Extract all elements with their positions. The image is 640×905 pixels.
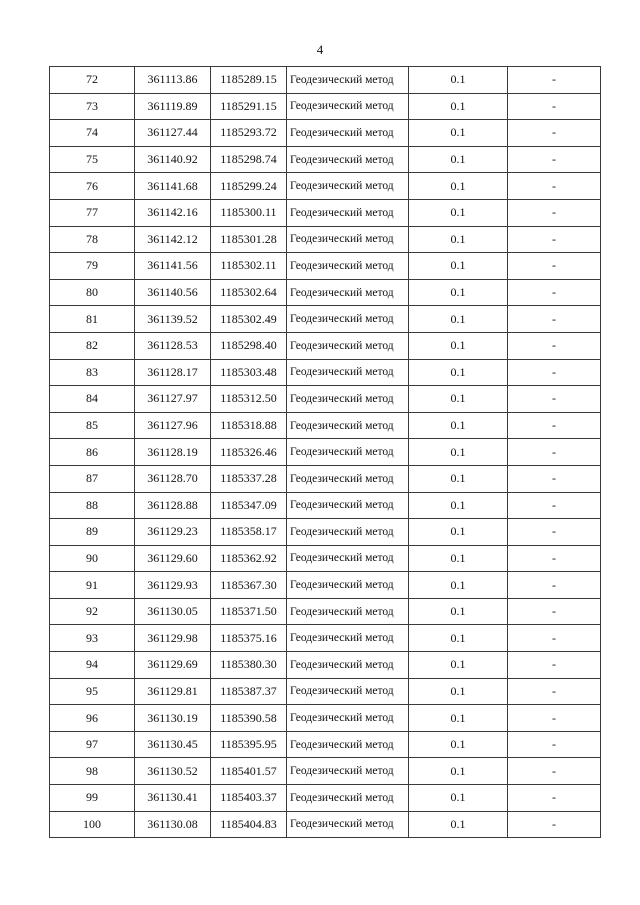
description-cell: - bbox=[508, 386, 601, 413]
y-coordinate-cell: 1185291.15 bbox=[211, 93, 287, 120]
accuracy-cell: 0.1 bbox=[409, 359, 508, 386]
accuracy-cell: 0.1 bbox=[409, 785, 508, 812]
point-number-cell: 75 bbox=[50, 146, 135, 173]
description-cell: - bbox=[508, 465, 601, 492]
table-row bbox=[50, 173, 601, 200]
accuracy-cell: 0.1 bbox=[409, 386, 508, 413]
x-coordinate-cell: 361127.44 bbox=[135, 120, 211, 147]
point-number-cell: 100 bbox=[50, 811, 135, 838]
description-cell: - bbox=[508, 519, 601, 546]
table-row bbox=[50, 598, 601, 625]
x-coordinate-cell: 361113.86 bbox=[135, 67, 211, 94]
accuracy-cell: 0.1 bbox=[409, 412, 508, 439]
y-coordinate-cell: 1185403.37 bbox=[211, 785, 287, 812]
point-number-cell: 89 bbox=[50, 519, 135, 546]
y-coordinate-cell: 1185318.88 bbox=[211, 412, 287, 439]
x-coordinate-cell: 361140.92 bbox=[135, 146, 211, 173]
table-row bbox=[50, 199, 601, 226]
point-number-cell: 83 bbox=[50, 359, 135, 386]
x-coordinate-cell: 361129.23 bbox=[135, 519, 211, 546]
accuracy-cell: 0.1 bbox=[409, 199, 508, 226]
y-coordinate-cell: 1185375.16 bbox=[211, 625, 287, 652]
table-row bbox=[50, 731, 601, 758]
method-cell: Геодезический метод bbox=[287, 439, 409, 466]
table-row bbox=[50, 306, 601, 333]
description-cell: - bbox=[508, 678, 601, 705]
y-coordinate-cell: 1185395.95 bbox=[211, 731, 287, 758]
x-coordinate-cell: 361128.53 bbox=[135, 332, 211, 359]
y-coordinate-cell: 1185358.17 bbox=[211, 519, 287, 546]
accuracy-cell: 0.1 bbox=[409, 173, 508, 200]
y-coordinate-cell: 1185293.72 bbox=[211, 120, 287, 147]
table-row bbox=[50, 412, 601, 439]
y-coordinate-cell: 1185347.09 bbox=[211, 492, 287, 519]
table-row bbox=[50, 226, 601, 253]
point-number-cell: 78 bbox=[50, 226, 135, 253]
table-row bbox=[50, 332, 601, 359]
accuracy-cell: 0.1 bbox=[409, 120, 508, 147]
accuracy-cell: 0.1 bbox=[409, 731, 508, 758]
description-cell: - bbox=[508, 545, 601, 572]
method-cell: Геодезический метод bbox=[287, 598, 409, 625]
accuracy-cell: 0.1 bbox=[409, 519, 508, 546]
method-cell: Геодезический метод bbox=[287, 705, 409, 732]
method-cell: Геодезический метод bbox=[287, 306, 409, 333]
point-number-cell: 95 bbox=[50, 678, 135, 705]
method-cell: Геодезический метод bbox=[287, 519, 409, 546]
description-cell: - bbox=[508, 625, 601, 652]
page-number: 4 bbox=[316, 42, 324, 57]
x-coordinate-cell: 361140.56 bbox=[135, 279, 211, 306]
description-cell: - bbox=[508, 332, 601, 359]
point-number-cell: 93 bbox=[50, 625, 135, 652]
y-coordinate-cell: 1185387.37 bbox=[211, 678, 287, 705]
method-cell: Геодезический метод bbox=[287, 492, 409, 519]
accuracy-cell: 0.1 bbox=[409, 439, 508, 466]
method-cell: Геодезический метод bbox=[287, 652, 409, 679]
accuracy-cell: 0.1 bbox=[409, 93, 508, 120]
x-coordinate-cell: 361129.81 bbox=[135, 678, 211, 705]
method-cell: Геодезический метод bbox=[287, 545, 409, 572]
accuracy-cell: 0.1 bbox=[409, 306, 508, 333]
table-row bbox=[50, 625, 601, 652]
table-row bbox=[50, 492, 601, 519]
y-coordinate-cell: 1185337.28 bbox=[211, 465, 287, 492]
method-cell: Геодезический метод bbox=[287, 386, 409, 413]
table-row bbox=[50, 93, 601, 120]
accuracy-cell: 0.1 bbox=[409, 492, 508, 519]
accuracy-cell: 0.1 bbox=[409, 226, 508, 253]
accuracy-cell: 0.1 bbox=[409, 625, 508, 652]
method-cell: Геодезический метод bbox=[287, 412, 409, 439]
y-coordinate-cell: 1185289.15 bbox=[211, 67, 287, 94]
y-coordinate-cell: 1185301.28 bbox=[211, 226, 287, 253]
table-row bbox=[50, 253, 601, 280]
x-coordinate-cell: 361128.70 bbox=[135, 465, 211, 492]
y-coordinate-cell: 1185298.40 bbox=[211, 332, 287, 359]
table-row bbox=[50, 705, 601, 732]
accuracy-cell: 0.1 bbox=[409, 705, 508, 732]
description-cell: - bbox=[508, 705, 601, 732]
method-cell: Геодезический метод bbox=[287, 120, 409, 147]
point-number-cell: 94 bbox=[50, 652, 135, 679]
y-coordinate-cell: 1185299.24 bbox=[211, 173, 287, 200]
method-cell: Геодезический метод bbox=[287, 253, 409, 280]
accuracy-cell: 0.1 bbox=[409, 678, 508, 705]
table-row bbox=[50, 465, 601, 492]
table-row bbox=[50, 359, 601, 386]
y-coordinate-cell: 1185367.30 bbox=[211, 572, 287, 599]
point-number-cell: 82 bbox=[50, 332, 135, 359]
x-coordinate-cell: 361129.98 bbox=[135, 625, 211, 652]
method-cell: Геодезический метод bbox=[287, 811, 409, 838]
point-number-cell: 96 bbox=[50, 705, 135, 732]
accuracy-cell: 0.1 bbox=[409, 146, 508, 173]
y-coordinate-cell: 1185303.48 bbox=[211, 359, 287, 386]
x-coordinate-cell: 361128.19 bbox=[135, 439, 211, 466]
y-coordinate-cell: 1185302.11 bbox=[211, 253, 287, 280]
table-row bbox=[50, 279, 601, 306]
x-coordinate-cell: 361130.19 bbox=[135, 705, 211, 732]
table-row bbox=[50, 652, 601, 679]
accuracy-cell: 0.1 bbox=[409, 652, 508, 679]
point-number-cell: 91 bbox=[50, 572, 135, 599]
description-cell: - bbox=[508, 67, 601, 94]
x-coordinate-cell: 361141.56 bbox=[135, 253, 211, 280]
accuracy-cell: 0.1 bbox=[409, 253, 508, 280]
y-coordinate-cell: 1185371.50 bbox=[211, 598, 287, 625]
table-row bbox=[50, 758, 601, 785]
x-coordinate-cell: 361129.93 bbox=[135, 572, 211, 599]
method-cell: Геодезический метод bbox=[287, 173, 409, 200]
table-row bbox=[50, 386, 601, 413]
table-row bbox=[50, 519, 601, 546]
point-number-cell: 73 bbox=[50, 93, 135, 120]
method-cell: Геодезический метод bbox=[287, 785, 409, 812]
accuracy-cell: 0.1 bbox=[409, 758, 508, 785]
accuracy-cell: 0.1 bbox=[409, 465, 508, 492]
method-cell: Геодезический метод bbox=[287, 146, 409, 173]
point-number-cell: 87 bbox=[50, 465, 135, 492]
method-cell: Геодезический метод bbox=[287, 359, 409, 386]
y-coordinate-cell: 1185362.92 bbox=[211, 545, 287, 572]
description-cell: - bbox=[508, 785, 601, 812]
method-cell: Геодезический метод bbox=[287, 279, 409, 306]
point-number-cell: 80 bbox=[50, 279, 135, 306]
table-row bbox=[50, 678, 601, 705]
y-coordinate-cell: 1185390.58 bbox=[211, 705, 287, 732]
x-coordinate-cell: 361130.08 bbox=[135, 811, 211, 838]
table-row bbox=[50, 146, 601, 173]
x-coordinate-cell: 361129.60 bbox=[135, 545, 211, 572]
point-number-cell: 72 bbox=[50, 67, 135, 94]
description-cell: - bbox=[508, 412, 601, 439]
table-row bbox=[50, 811, 601, 838]
y-coordinate-cell: 1185312.50 bbox=[211, 386, 287, 413]
point-number-cell: 74 bbox=[50, 120, 135, 147]
point-number-cell: 81 bbox=[50, 306, 135, 333]
method-cell: Геодезический метод bbox=[287, 678, 409, 705]
method-cell: Геодезический метод bbox=[287, 199, 409, 226]
x-coordinate-cell: 361130.41 bbox=[135, 785, 211, 812]
description-cell: - bbox=[508, 492, 601, 519]
method-cell: Геодезический метод bbox=[287, 758, 409, 785]
point-number-cell: 90 bbox=[50, 545, 135, 572]
x-coordinate-cell: 361119.89 bbox=[135, 93, 211, 120]
method-cell: Геодезический метод bbox=[287, 465, 409, 492]
point-number-cell: 76 bbox=[50, 173, 135, 200]
accuracy-cell: 0.1 bbox=[409, 332, 508, 359]
point-number-cell: 77 bbox=[50, 199, 135, 226]
description-cell: - bbox=[508, 120, 601, 147]
method-cell: Геодезический метод bbox=[287, 572, 409, 599]
x-coordinate-cell: 361128.88 bbox=[135, 492, 211, 519]
description-cell: - bbox=[508, 572, 601, 599]
description-cell: - bbox=[508, 439, 601, 466]
coordinates-table bbox=[49, 66, 601, 838]
y-coordinate-cell: 1185326.46 bbox=[211, 439, 287, 466]
description-cell: - bbox=[508, 226, 601, 253]
description-cell: - bbox=[508, 652, 601, 679]
point-number-cell: 97 bbox=[50, 731, 135, 758]
point-number-cell: 84 bbox=[50, 386, 135, 413]
method-cell: Геодезический метод bbox=[287, 67, 409, 94]
y-coordinate-cell: 1185404.83 bbox=[211, 811, 287, 838]
description-cell: - bbox=[508, 279, 601, 306]
description-cell: - bbox=[508, 306, 601, 333]
point-number-cell: 85 bbox=[50, 412, 135, 439]
y-coordinate-cell: 1185302.64 bbox=[211, 279, 287, 306]
point-number-cell: 88 bbox=[50, 492, 135, 519]
y-coordinate-cell: 1185380.30 bbox=[211, 652, 287, 679]
description-cell: - bbox=[508, 93, 601, 120]
table-row bbox=[50, 545, 601, 572]
x-coordinate-cell: 361127.97 bbox=[135, 386, 211, 413]
table-row bbox=[50, 439, 601, 466]
x-coordinate-cell: 361127.96 bbox=[135, 412, 211, 439]
point-number-cell: 86 bbox=[50, 439, 135, 466]
accuracy-cell: 0.1 bbox=[409, 545, 508, 572]
description-cell: - bbox=[508, 199, 601, 226]
x-coordinate-cell: 361142.12 bbox=[135, 226, 211, 253]
x-coordinate-cell: 361142.16 bbox=[135, 199, 211, 226]
table-row bbox=[50, 785, 601, 812]
y-coordinate-cell: 1185300.11 bbox=[211, 199, 287, 226]
x-coordinate-cell: 361130.52 bbox=[135, 758, 211, 785]
coordinates-table-body bbox=[50, 67, 601, 838]
x-coordinate-cell: 361141.68 bbox=[135, 173, 211, 200]
x-coordinate-cell: 361128.17 bbox=[135, 359, 211, 386]
description-cell: - bbox=[508, 359, 601, 386]
method-cell: Геодезический метод bbox=[287, 731, 409, 758]
method-cell: Геодезический метод bbox=[287, 226, 409, 253]
x-coordinate-cell: 361139.52 bbox=[135, 306, 211, 333]
x-coordinate-cell: 361130.05 bbox=[135, 598, 211, 625]
accuracy-cell: 0.1 bbox=[409, 279, 508, 306]
point-number-cell: 98 bbox=[50, 758, 135, 785]
accuracy-cell: 0.1 bbox=[409, 572, 508, 599]
y-coordinate-cell: 1185302.49 bbox=[211, 306, 287, 333]
accuracy-cell: 0.1 bbox=[409, 67, 508, 94]
point-number-cell: 79 bbox=[50, 253, 135, 280]
method-cell: Геодезический метод bbox=[287, 332, 409, 359]
y-coordinate-cell: 1185298.74 bbox=[211, 146, 287, 173]
description-cell: - bbox=[508, 173, 601, 200]
table-row bbox=[50, 120, 601, 147]
y-coordinate-cell: 1185401.57 bbox=[211, 758, 287, 785]
table-row bbox=[50, 572, 601, 599]
x-coordinate-cell: 361130.45 bbox=[135, 731, 211, 758]
description-cell: - bbox=[508, 758, 601, 785]
description-cell: - bbox=[508, 811, 601, 838]
point-number-cell: 99 bbox=[50, 785, 135, 812]
description-cell: - bbox=[508, 731, 601, 758]
description-cell: - bbox=[508, 598, 601, 625]
method-cell: Геодезический метод bbox=[287, 93, 409, 120]
table-row bbox=[50, 67, 601, 94]
x-coordinate-cell: 361129.69 bbox=[135, 652, 211, 679]
description-cell: - bbox=[508, 146, 601, 173]
point-number-cell: 92 bbox=[50, 598, 135, 625]
method-cell: Геодезический метод bbox=[287, 625, 409, 652]
accuracy-cell: 0.1 bbox=[409, 811, 508, 838]
description-cell: - bbox=[508, 253, 601, 280]
accuracy-cell: 0.1 bbox=[409, 598, 508, 625]
